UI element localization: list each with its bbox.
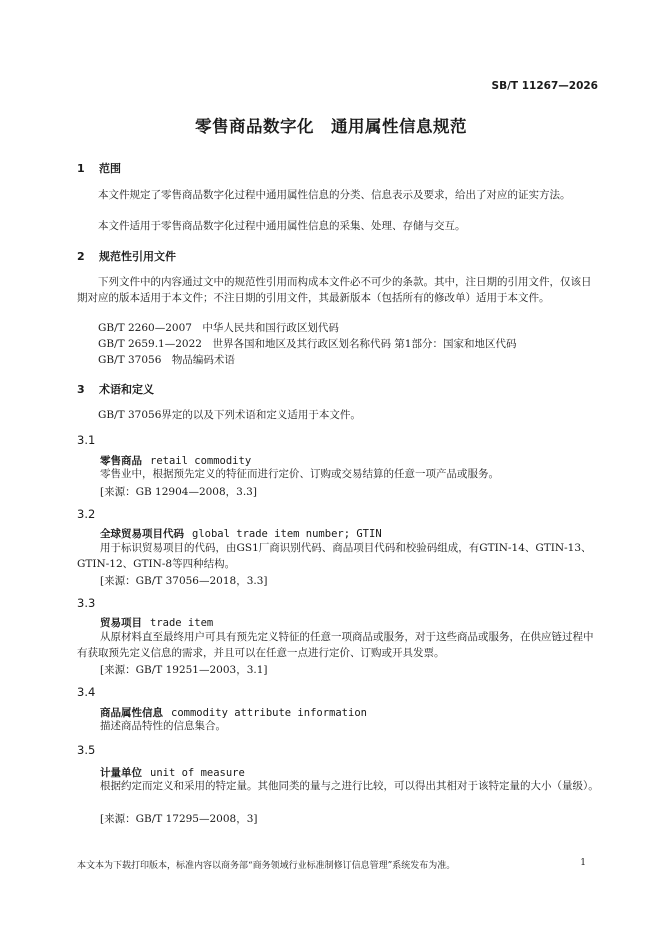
term-en: retail commodity	[150, 455, 252, 467]
reference-item: GB/T 37056 物品编码术语	[98, 354, 235, 366]
section-title: 范围	[99, 162, 121, 175]
section-number: 2	[77, 250, 85, 263]
clause-number: 3.2	[77, 507, 96, 521]
section-title: 规范性引用文件	[99, 250, 176, 263]
term-heading	[100, 615, 213, 630]
paragraph: 本文件适用于零售商品数字化过程中通用属性信息的采集、处理、存储与交互。	[98, 220, 466, 232]
term-zh: 全球贸易项目代码	[100, 528, 184, 540]
term-en: trade item	[150, 617, 214, 629]
term-zh: 贸易项目	[100, 617, 142, 629]
term-source: [来源：GB/T 17295—2008，3]	[100, 813, 258, 825]
page-number: 1	[580, 858, 586, 868]
term-source: [来源：GB/T 19251—2003，3.1]	[100, 664, 268, 676]
paragraph: GB/T 37056界定的以及下列术语和定义适用于本文件。	[98, 409, 361, 421]
section-number: 1	[77, 162, 85, 175]
section-heading-2	[77, 248, 176, 264]
term-en: commodity attribute information	[171, 707, 367, 719]
term-zh: 计量单位	[100, 767, 142, 779]
term-heading	[100, 526, 382, 541]
term-definition: 根据约定而定义和采用的特定量。其他同类的量与之进行比较，可以得出其相对于该特定量的大小（量级）。	[100, 780, 599, 792]
term-heading	[100, 705, 367, 720]
term-en: global trade item number; GTIN	[192, 528, 382, 540]
document-title: 零售商品数字化 通用属性信息规范	[195, 117, 467, 136]
term-source: [来源：GB/T 37056—2018，3.3]	[100, 575, 268, 587]
clause-number: 3.4	[77, 685, 96, 699]
term-definition: 从原材料直至最终用户可具有预先定义特征的任意一项商品或服务，对于这些商品或服务，在供应链过程中有获取预先定义信息的需求，并且可以在任意一点进行定价、订购或开具发票。	[77, 631, 594, 659]
term-definition: 零售业中，根据预先定义的特征而进行定价、订购或交易结算的任意一项产品或服务。	[100, 468, 499, 480]
section-heading-3	[77, 381, 154, 397]
term-definition: 用于标识贸易项目的代码，由GS1厂商识别代码、商品项目代码和校验码组成，有GTIN-14、GTIN-13、GTIN-12、GTIN-8等四种结构。	[77, 542, 592, 570]
term-zh: 零售商品	[100, 455, 142, 467]
term-definition: 描述商品特性的信息集合。	[100, 720, 226, 732]
term-heading	[100, 453, 251, 468]
section-heading-1	[77, 160, 121, 176]
paragraph: 下列文件中的内容通过文中的规范性引用而构成本文件必不可少的条款。其中，注日期的引用文件，仅该日期对应的版本适用于本文件；不注日期的引用文件，其最新版本（包括所有的修改单）适用于本文件。	[77, 276, 592, 304]
reference-item: GB/T 2260—2007 中华人民共和国行政区划代码	[98, 322, 339, 334]
standard-number: SB/T 11267—2026	[491, 80, 598, 92]
reference-item: GB/T 2659.1—2022 世界各国和地区及其行政区划名称代码 第1部分：国家和地区代码	[98, 338, 517, 350]
term-heading	[100, 765, 245, 780]
footer-note: 本文本为下载打印版本，标准内容以商务部“商务领域行业标准制修订信息管理”系统发布为准。	[77, 861, 456, 871]
term-en: unit of measure	[150, 767, 245, 779]
section-title: 术语和定义	[99, 383, 154, 396]
paragraph: 本文件规定了零售商品数字化过程中通用属性信息的分类、信息表示及要求，给出了对应的证实方法。	[98, 189, 571, 201]
clause-number: 3.5	[77, 743, 96, 757]
section-number: 3	[77, 383, 85, 396]
term-source: [来源：GB 12904—2008，3.3]	[100, 486, 257, 498]
term-zh: 商品属性信息	[100, 707, 163, 719]
clause-number: 3.3	[77, 596, 96, 610]
clause-number: 3.1	[77, 433, 96, 447]
